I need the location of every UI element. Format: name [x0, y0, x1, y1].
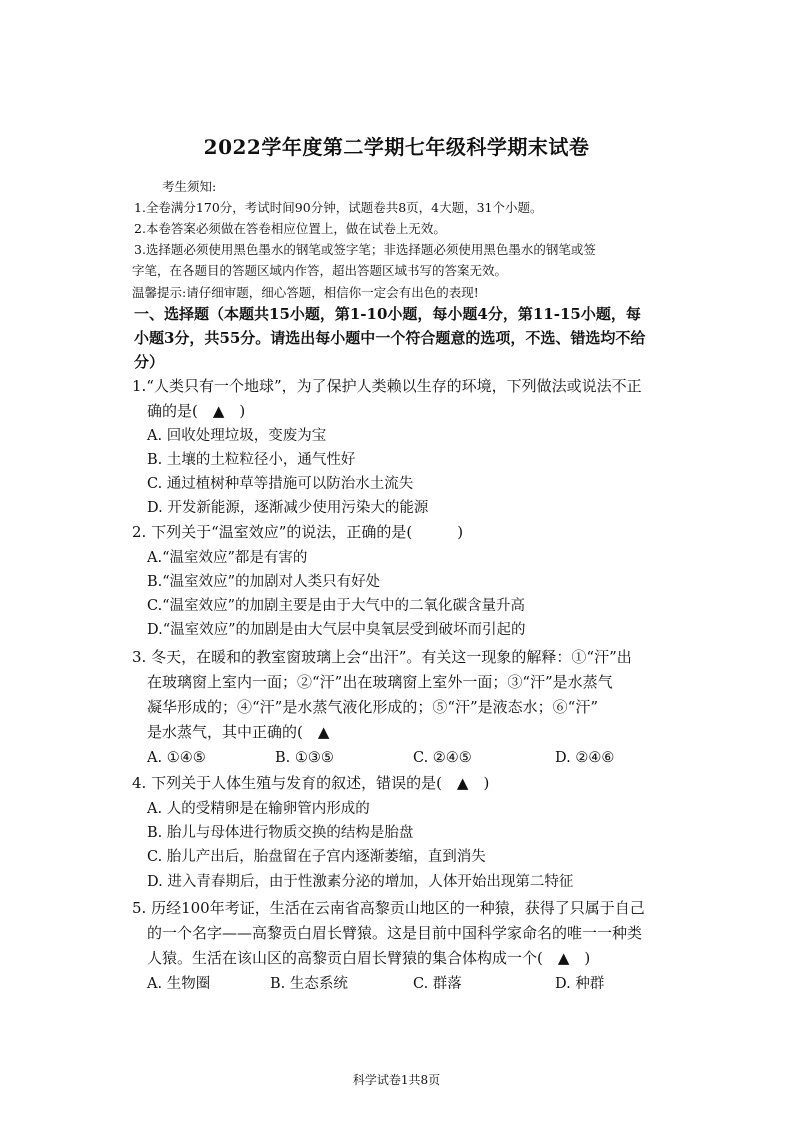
section-line: 小题3分，共55分。请选出每小题中一个符合题意的选项，不选、错选均不给: [134, 329, 646, 347]
option-c[interactable]: C.“温室效应”的加剧主要是由于大气中的二氧化碳含量升高: [147, 598, 526, 614]
option-b[interactable]: B. ①③⑤: [275, 750, 334, 766]
section-line: 一、选择题（本题共15小题，第1-10小题，每小题4分，第11-15小题，每: [134, 305, 641, 323]
option-a[interactable]: A. ①④⑤: [147, 750, 206, 766]
option-a[interactable]: A. 人的受精卵是在输卵管内形成的: [147, 801, 370, 817]
section-heading: [134, 302, 694, 374]
option-a[interactable]: A.“温室效应”都是有害的: [147, 550, 308, 566]
option-d[interactable]: D. 开发新能源，逐渐减少使用污染大的能源: [147, 500, 429, 516]
question-stem: 1.“人类只有一个地球”，为了保护人类赖以生存的环境，下列做法或说法不正: [132, 377, 642, 395]
notice-heading: 考生须知:: [162, 179, 217, 194]
question-stem: 在玻璃窗上室内一面；②“汗”出在玻璃窗上室外一面；③“汗”是水蒸气: [147, 673, 613, 691]
exam-title: 2022学年度第二学期七年级科学期末试卷: [203, 135, 590, 159]
option-d[interactable]: D.“温室效应”的加剧是由大气层中臭氧层受到破坏而引起的: [147, 622, 526, 638]
question-stem: 凝华形成的；④“汗”是水蒸气液化形成的；⑤“汗”是液态水；⑥“汗”: [147, 698, 599, 716]
option-d[interactable]: D. ②④⑥: [555, 750, 615, 766]
option-d[interactable]: D. 种群: [555, 976, 605, 992]
option-b[interactable]: B.“温室效应”的加剧对人类只有好处: [147, 574, 381, 590]
option-c[interactable]: C. ②④⑤: [413, 750, 472, 766]
question-stem: 确的是( ▲ ): [147, 402, 246, 420]
notice-item: 1.全卷满分170分，考试时间90分钟，试题卷共8页，4大题，31个小题。: [134, 200, 543, 215]
question-stem: 人猿。生活在该山区的高黎贡白眉长臂猿的集合体构成一个( ▲ ): [147, 949, 591, 967]
option-d[interactable]: D. 进入青春期后，由于性激素分泌的增加，人体开始出现第二特征: [147, 874, 574, 890]
question-stem: 的一个名字——高黎贡白眉长臂猿。这是目前中国科学家命名的唯一一种类: [147, 924, 643, 942]
option-b[interactable]: B. 生态系统: [270, 976, 348, 992]
option-c[interactable]: C. 通过植树种草等措施可以防治水土流失: [147, 476, 414, 492]
option-a[interactable]: A. 回收处理垃圾，变废为宝: [147, 428, 327, 444]
option-b[interactable]: B. 胎儿与母体进行物质交换的结构是胎盘: [147, 825, 414, 841]
notice-tip: 温馨提示:请仔细审题，细心答题，相信你一定会有出色的表现!: [132, 285, 479, 300]
question-stem: 2. 下列关于“温室效应”的说法，正确的是( ): [132, 523, 464, 541]
option-c[interactable]: C. 群落: [413, 976, 462, 992]
question-stem: 是水蒸气，其中正确的( ▲: [147, 723, 330, 741]
section-line: 分）: [134, 353, 165, 371]
option-c[interactable]: C. 胎儿产出后，胎盘留在子宫内逐渐萎缩，直到消失: [147, 849, 486, 865]
option-a[interactable]: A. 生物圈: [147, 976, 211, 992]
notice-item: 字笔，在各题目的答题区域内作答，超出答题区域书写的答案无效。: [132, 263, 508, 278]
question-stem: 5. 历经100年考证，生活在云南省高黎贡山地区的一种猿，获得了只属于自己: [132, 899, 645, 917]
notice-item: 2.本卷答案必须做在答卷相应位置上，做在试卷上无效。: [134, 221, 446, 236]
question-stem: 3. 冬天，在暖和的教室窗玻璃上会“出汗”。有关这一现象的解释：①“汗”出: [132, 648, 632, 666]
page-footer: 科学试卷1共8页: [352, 1073, 441, 1087]
question-stem: 4. 下列关于人体生殖与发育的叙述，错误的是( ▲ ): [132, 774, 490, 792]
notice-item: 3.选择题必须使用黑色墨水的钢笔或签字笔；非选择题必须使用黑色墨水的钢笔或签: [134, 242, 596, 257]
option-b[interactable]: B. 土壤的土粒粒径小，通气性好: [147, 452, 356, 468]
